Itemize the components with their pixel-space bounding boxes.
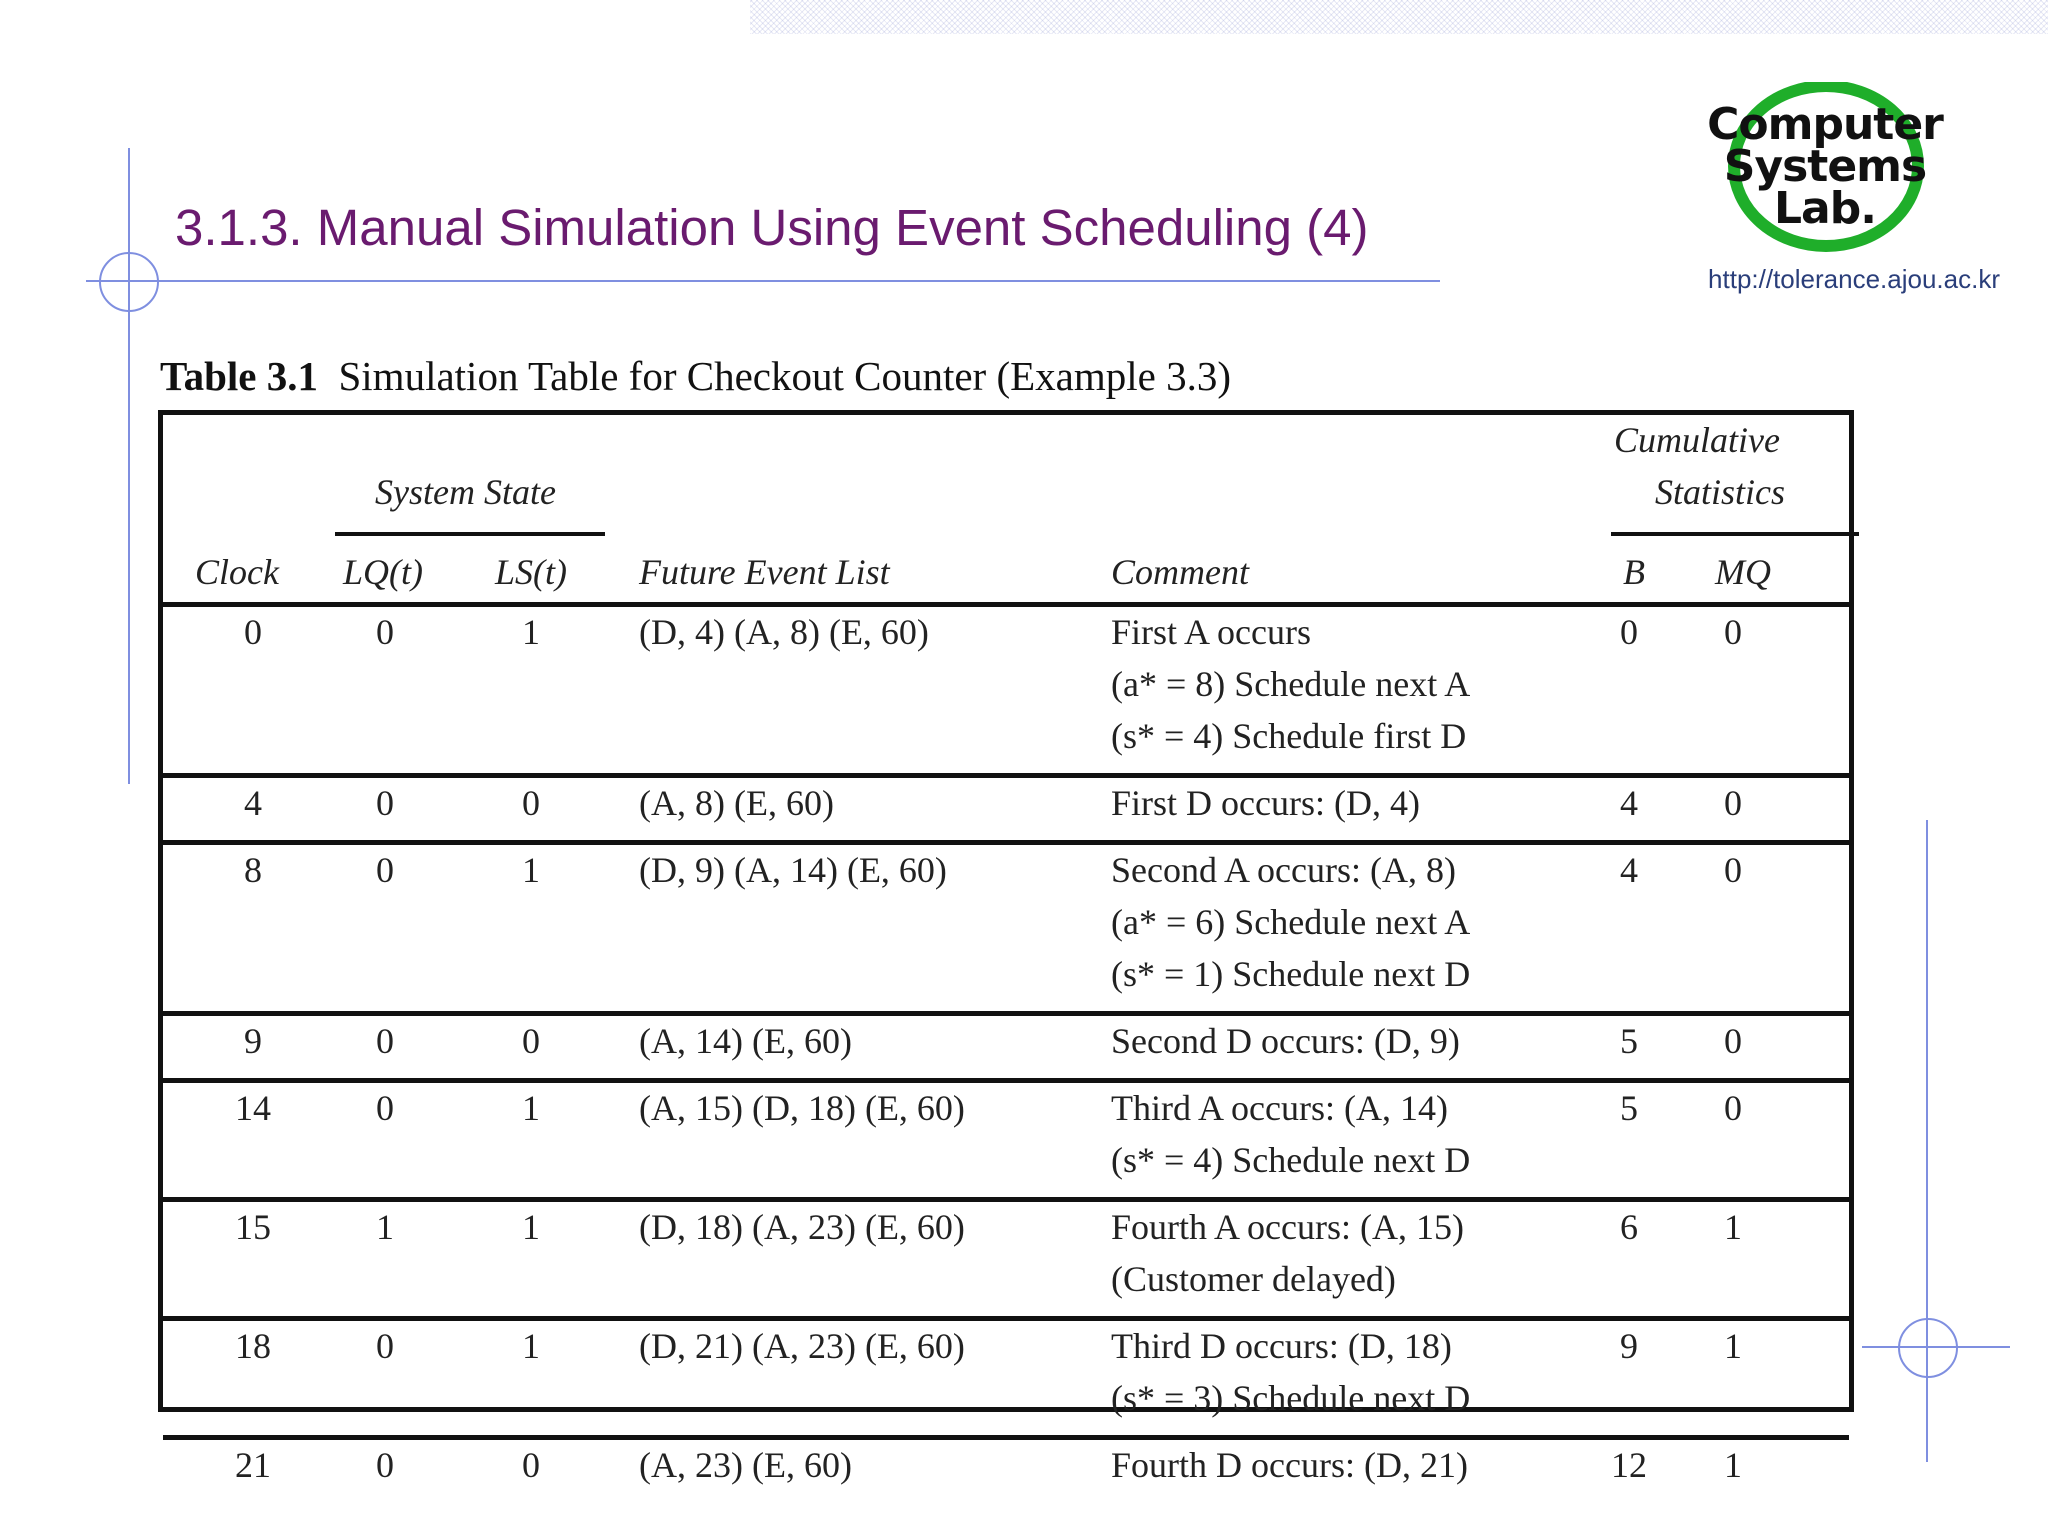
- row-separator: [163, 773, 1849, 778]
- cell-mq: 0: [1724, 1021, 1742, 1061]
- cell-ls: 1: [522, 1326, 540, 1366]
- cell-lq: 0: [376, 850, 394, 890]
- computer-systems-lab-logo: [1690, 82, 1960, 262]
- col-header-lq: LQ(t): [343, 552, 423, 592]
- logo-line-3: Lab.: [1774, 183, 1876, 234]
- cell-ls: 1: [522, 612, 540, 652]
- cell-ls: 0: [522, 783, 540, 823]
- cell-clock: 14: [235, 1088, 271, 1128]
- cell-comment-line: (s* = 4) Schedule next D: [1111, 1140, 1471, 1180]
- cell-lq: 0: [376, 783, 394, 823]
- cell-mq: 0: [1724, 850, 1742, 890]
- title-underline: [86, 280, 1440, 282]
- cell-comment-line: First A occurs: [1111, 612, 1312, 652]
- simulation-table: [158, 410, 1854, 1485]
- cell-comment-line: (Customer delayed): [1111, 1259, 1396, 1299]
- cell-future-event-list: (A, 15) (D, 18) (E, 60): [639, 1088, 965, 1128]
- cell-clock: 0: [244, 612, 262, 652]
- cell-future-event-list: (A, 23) (E, 60): [639, 1445, 852, 1485]
- col-header-comment: Comment: [1111, 552, 1249, 592]
- cell-lq: 0: [376, 1326, 394, 1366]
- cell-comment-line: Fourth A occurs: (A, 15): [1111, 1207, 1464, 1247]
- cell-ls: 0: [522, 1445, 540, 1485]
- row-separator: [163, 1316, 1849, 1321]
- cell-clock: 15: [235, 1207, 271, 1247]
- system-state-underline: [335, 532, 605, 536]
- cell-comment-line: (a* = 8) Schedule next A: [1111, 664, 1471, 704]
- cell-clock: 18: [235, 1326, 271, 1366]
- cell-clock: 9: [244, 1021, 262, 1061]
- row-separator: [163, 1011, 1849, 1016]
- left-crosshair-circle: [99, 252, 159, 312]
- cell-mq: 1: [1724, 1207, 1742, 1247]
- slide-title: 3.1.3. Manual Simulation Using Event Scheduling (4): [175, 199, 1369, 256]
- row-separator: [163, 1197, 1849, 1202]
- cell-ls: 1: [522, 1207, 540, 1247]
- cell-b: 6: [1620, 1207, 1638, 1247]
- cell-future-event-list: (A, 8) (E, 60): [639, 783, 834, 823]
- left-vertical-rule: [128, 148, 130, 784]
- cell-future-event-list: (A, 14) (E, 60): [639, 1021, 852, 1061]
- cell-mq: 0: [1724, 783, 1742, 823]
- cell-future-event-list: (D, 4) (A, 8) (E, 60): [639, 612, 929, 652]
- table-caption: [160, 352, 1231, 400]
- cell-mq: 1: [1724, 1445, 1742, 1485]
- cell-ls: 1: [522, 1088, 540, 1128]
- cell-ls: 0: [522, 1021, 540, 1061]
- cell-b: 12: [1611, 1445, 1647, 1485]
- cell-ls: 1: [522, 850, 540, 890]
- group-header-cumulative-1: Cumulative: [1614, 420, 1780, 460]
- cell-b: 0: [1620, 612, 1638, 652]
- cell-lq: 0: [376, 1088, 394, 1128]
- cumulative-underline: [1611, 532, 1859, 536]
- cell-comment-line: First D occurs: (D, 4): [1111, 783, 1420, 823]
- table-caption-text: Simulation Table for Checkout Counter (Example 3.3): [338, 353, 1231, 399]
- logo-line-2: Systems: [1723, 141, 1927, 192]
- group-header-system-state: System State: [375, 472, 556, 512]
- cell-lq: 0: [376, 1445, 394, 1485]
- cell-b: 4: [1620, 783, 1638, 823]
- header-separator: [163, 602, 1849, 607]
- right-crosshair-circle: [1898, 1318, 1958, 1378]
- col-header-b: B: [1623, 552, 1645, 592]
- cell-comment-line: (s* = 3) Schedule next D: [1111, 1378, 1471, 1418]
- cell-future-event-list: (D, 21) (A, 23) (E, 60): [639, 1326, 965, 1366]
- cell-comment-line: (s* = 1) Schedule next D: [1111, 954, 1471, 994]
- cell-lq: 1: [376, 1207, 394, 1247]
- cell-clock: 21: [235, 1445, 271, 1485]
- cell-clock: 4: [244, 783, 262, 823]
- col-header-clock: Clock: [195, 552, 279, 592]
- cell-mq: 0: [1724, 612, 1742, 652]
- cell-lq: 0: [376, 1021, 394, 1061]
- cell-comment-line: Second D occurs: (D, 9): [1111, 1021, 1460, 1061]
- group-header-cumulative-2: Statistics: [1655, 472, 1786, 512]
- lab-url-link[interactable]: http://tolerance.ajou.ac.kr: [1708, 264, 2000, 294]
- cell-lq: 0: [376, 612, 394, 652]
- cell-future-event-list: (D, 18) (A, 23) (E, 60): [639, 1207, 965, 1247]
- cell-comment-line: (s* = 4) Schedule first D: [1111, 716, 1467, 756]
- col-header-ls: LS(t): [495, 552, 567, 592]
- col-header-mq: MQ: [1715, 552, 1771, 592]
- cell-mq: 0: [1724, 1088, 1742, 1128]
- cell-comment-line: (a* = 6) Schedule next A: [1111, 902, 1471, 942]
- cell-comment-line: Third D occurs: (D, 18): [1111, 1326, 1452, 1366]
- logo-line-1: Computer: [1707, 99, 1943, 150]
- cell-b: 9: [1620, 1326, 1638, 1366]
- cell-future-event-list: (D, 9) (A, 14) (E, 60): [639, 850, 947, 890]
- cell-comment-line: Second A occurs: (A, 8): [1111, 850, 1456, 890]
- row-separator: [163, 840, 1849, 845]
- row-separator: [163, 1435, 1849, 1440]
- col-header-future-event-list: Future Event List: [639, 552, 890, 592]
- cell-b: 5: [1620, 1088, 1638, 1128]
- cell-b: 4: [1620, 850, 1638, 890]
- table-caption-label: Table 3.1: [160, 353, 318, 399]
- cell-comment-line: Third A occurs: (A, 14): [1111, 1088, 1448, 1128]
- cell-comment-line: Fourth D occurs: (D, 21): [1111, 1445, 1468, 1485]
- row-separator: [163, 1078, 1849, 1083]
- cell-mq: 1: [1724, 1326, 1742, 1366]
- cell-b: 5: [1620, 1021, 1638, 1061]
- header-pattern-band: [750, 0, 2048, 34]
- cell-clock: 8: [244, 850, 262, 890]
